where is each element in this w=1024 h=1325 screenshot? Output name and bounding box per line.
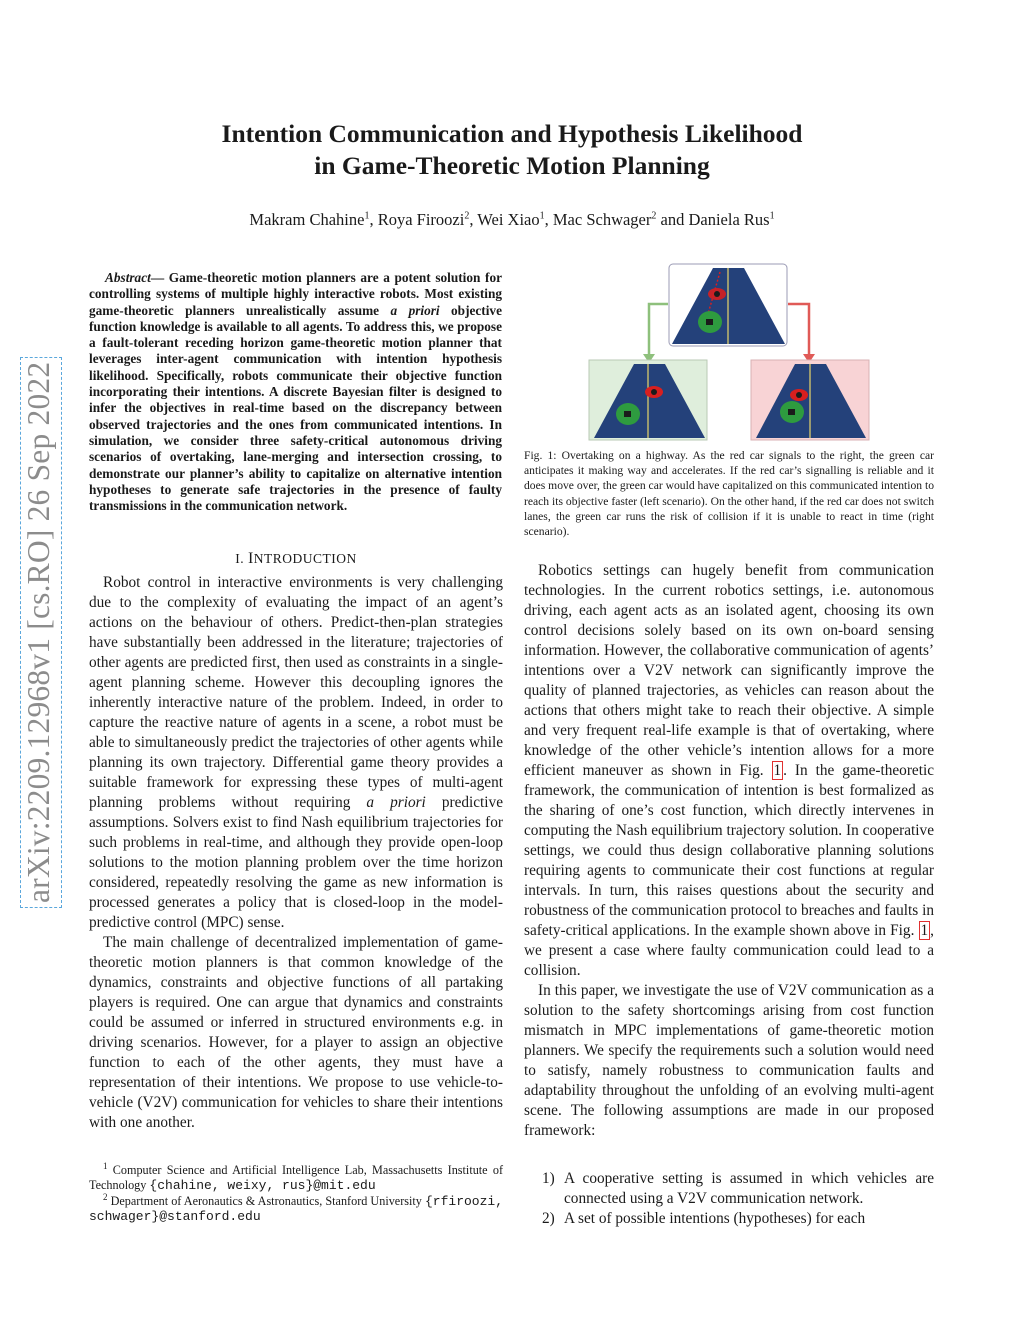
red-car: [651, 389, 657, 395]
arrow-red: [788, 304, 809, 358]
abstract-text: objective function knowledge is available to all agents. To address this, we propose a fault-tolerant receding horizon game-theoretic motion planner that leverages inter-agent communication with intention hypothesis likelihood. Specifically, robots communicate their objective function incorporating their intentions. A discrete Bayesian filter is designed to infer the objectives in real-time based on the discrepancy between observed trajectories and the ones from communicated intentions. In simulation, we consider three safety-critical autonomous driving scenarios of overtaking, lane-merging and intersection crossing, to demonstrate our planner’s ability to capitalize on alternative intention hypotheses to generate safe trajectories in the presence of faulty transmissions in the communication network.: [89, 302, 502, 514]
assumption-list: [524, 1169, 934, 1229]
paragraph: Robot control in interactive environments is very challenging due to the complexity of evaluating the impact of an agent’s actions on the behaviour of others. Predict-then-plan strategies have substantially been addressed in the literature; trajectories of other agents are predicted first, then used as constraints in a single-agent planning scheme. However this decoupling ignores the inherently interactive nature of the problem. Indeed, in order to capture the reactive nature of agents in a scene, a robot must be able to simultaneously predict the trajectories of other agents while planning its own trajectory. Differential game theory provides a suitable framework for expressing these types of multi-agent planning problems without requiring a priori predictive assumptions. Solvers exist to find Nash equilibrium trajectories for such problems in real-time, and although they provide open-loop solutions to the motion planning problem over the time horizon considered, repeatedly resolving the game as new information is processed generates a policy that is closed-loop in the model-predictive control (MPC) sense.: [89, 574, 503, 931]
figure-caption: Fig. 1: Overtaking on a highway. As the red car signals to the right, the green car anticipates it making way and accelerates. If the red car’s signalling is reliable and it does move over, the green car would have capitalized on this communicated intention to reach its objective faster (left scenario). On the other hand, if the red car does not switch lanes, the green car runs the risk of collision if it is unable to react in time (right scenario).: [524, 449, 934, 539]
figure-ref-link[interactable]: 1: [920, 922, 929, 939]
title-line-2: in Game-Theoretic Motion Planning: [314, 151, 710, 180]
footnote-1: $^1$ Computer Science and Artificial Intelligence Lab, Massachusetts Institute of Technology {chahine, weixy, rus}@mit.edu: [89, 1160, 503, 1193]
footnote-2: $^2$ Department of Aeronautics & Astronautics, Stanford University {rfiroozi, schwager}@stanford.edu: [89, 1191, 503, 1224]
figure-ref-link[interactable]: 1: [773, 762, 782, 779]
left-column-body: [89, 573, 503, 1133]
abstract-dash: —: [150, 270, 169, 285]
green-car: [788, 409, 795, 415]
abstract-label: Abstract: [105, 270, 151, 285]
section-heading: I. INTRODUCTION: [235, 550, 357, 567]
abstract-italic: a priori: [390, 302, 440, 318]
author: Roya Firoozi$^2$,: [377, 210, 478, 229]
title-line-1: Intention Communication and Hypothesis Likelihood: [221, 119, 803, 148]
paragraph: Robotics settings can hugely benefit from communication technologies. In the current robotics settings, i.e. autonomous driving, each agent acts as an isolated agent, choosing its own control decisions solely based on its own on-board sensing information. However, the collaborative communication of agents’ intentions over a V2V network can significantly improve the quality of planned trajectories, as vehicles can reason about the actions that others might take to reach their objective. A simple and very frequent real-life example is that of overtaking, where knowledge of the other vehicle’s intention allows for a more efficient maneuver as shown in Fig. 1 . In the game-theoretic framework, the communication of intention is best formalized as the sharing of one’s cost function, which directly intervenes in computing the Nash equilibrium trajectory solution. In cooperative settings, we could thus design collaborative planning solutions requiring agents to communicate their cost functions at regular intervals. In turn, this raises questions about the security and robustness of the communication protocol to breaches and faults in safety-critical applications. In the example shown above in Fig. 1 , we present a case where faulty communication could lead to a collision.: [524, 562, 934, 979]
list-item: 1) A cooperative setting is assumed in which vehicles are connected using a V2V communication network.: [542, 1170, 934, 1207]
footnotes: [89, 1160, 503, 1224]
paper-title: [0, 118, 1024, 182]
scenario-right-panel: [751, 360, 869, 440]
author: Daniela Rus$^1$: [688, 210, 775, 229]
author: Mac Schwager$^2$ and: [552, 210, 689, 229]
list-item: 2) A set of possible intentions (hypotheses) for each: [542, 1210, 866, 1227]
arxiv-id[interactable]: arXiv:2209.12968v1 [cs.RO] 26 Sep 2022: [20, 357, 62, 908]
paragraph: The main challenge of decentralized implementation of game-theoretic motion planners is that common knowledge of the dynamics, constraints and objective functions of all partaking players is required. One can argue that dynamics and constraints could be assumed or inferred in structured environments e.g. in driving scenarios. However, for a player to assign an objective function to each of the other agents, they must have a representation of their intentions. We propose to use vehicle-to-vehicle (V2V) communication for vehicles to share their intentions with one another.: [89, 934, 503, 1131]
abstract-text: Game-theoretic motion planners are a potent solution for controlling systems of multiple highly interactive robots. Most existing game-theoretic planners unrealistically assume: [89, 270, 503, 318]
figure-1: [584, 262, 936, 442]
abstract: [89, 270, 502, 514]
red-car: [714, 291, 720, 297]
email[interactable]: {rfiroozi, schwager}@stanford.edu: [89, 1194, 503, 1224]
green-car: [624, 411, 631, 417]
right-column-body: [524, 561, 934, 1141]
author: Wei Xiao$^1$,: [477, 210, 553, 229]
paragraph: In this paper, we investigate the use of V2V communication as a solution to the safety shortcomings arising from cost function mismatch in MPC implementations of game-theoretic motion planners. We specify the requirements such a solution would need to satisfy, namely robustness to communication faults and adaptability throughout the unfolding of an evolving multi-agent scene. The following assumptions are made in our proposed framework:: [524, 982, 934, 1139]
author: Makram Chahine$^1$,: [249, 210, 378, 229]
green-car: [706, 319, 713, 325]
scenario-left-panel: [589, 360, 707, 440]
scenario-top-panel: [669, 264, 787, 346]
arrow-green: [649, 304, 668, 358]
red-car: [796, 392, 802, 398]
email[interactable]: {chahine, weixy, rus}@mit.edu: [149, 1178, 376, 1193]
author-list: [0, 210, 1024, 230]
